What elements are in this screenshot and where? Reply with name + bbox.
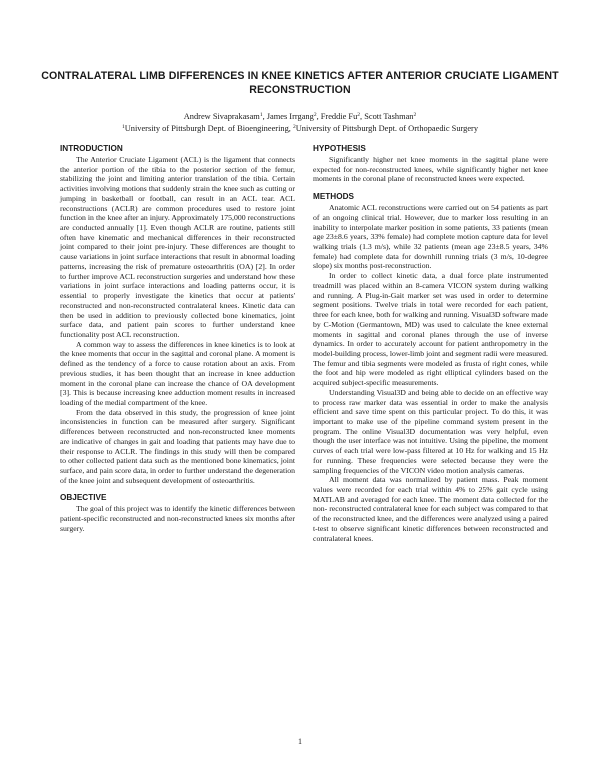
introduction-paragraph: A common way to assess the differences in knee kinetics is to look at the knee moments that occur in the sagittal and coronal plane. A moment is defined as the tendency of a force to cause rotation about an axis. From previous studies, it has been thought that an increase in knee adduction moment in the coronal plane can increase the chance of OA development [3]. This is because increasing knee adduction moment results in increased loading of the medial compartment of the knee. — [60, 339, 295, 407]
objective-heading: OBJECTIVE — [60, 493, 107, 503]
page-number: 1 — [298, 737, 302, 746]
hypothesis-heading: HYPOTHESIS — [313, 144, 366, 153]
author-name: Scott Tashman — [364, 112, 414, 121]
hypothesis-paragraph: Significantly higher net knee moments in the sagittal plane were expected for non-reconstructed knees, while significantly higher net knee moments in the coronal plane of reconstructed knees were expected. — [313, 155, 548, 184]
methods-paragraph: All moment data was normalized by patient mass. Peak moment values were recorded for each trial within 4% to 25% gait cycle using MATLAB and averaged for each knee. The moment data collected for the non- reconstructed contralateral knee for each subject was compared to that of the reconstructed knee, and the differences were analyzed using a paired t-test to observe significant kinetic differences between reconstructed and contralateral knees. — [313, 475, 548, 543]
author-affiliation-mark: 2 — [413, 112, 417, 118]
affiliation-mark: 1 — [121, 124, 125, 130]
methods-paragraph: Understanding Visual3D and being able to decide on an effective way to process raw marker data was essential in order to make the analysis efficient and save time spent on this particular project. To do this, it was important to make use of the pipeline command system present in the program. The online Visual3D documentation was very helpful, even though the user interface was not intuitive. Using the pipeline, the moment curves of each trial were low-pass filtered at 10 Hz for walking and 15 Hz for running. These frequencies were selected because they were the sampling frequencies of the VICON video motion analysis cameras. — [313, 387, 548, 475]
affiliation-text: University of Pittsburgh Dept. of Bioengineering, — [124, 124, 293, 133]
introduction-paragraph: The Anterior Cruciate Ligament (ACL) is the ligament that connects the anterior portion of the tibia to the posterior section of the femur, stabilizing the joint and limiting anterior translation of the tibia. Certain activities involving motions that suddenly strain the knee such as cutting or jumping in basketball or football, can result in an ACL tear. ACL reconstructions (ACLR) are common procedures used to restore joint function in the knee after an injury. Approximately 175,000 reconstructions are conducted annually [1]. Even though ACLR are routine, patients still often have kinematic and mechanical differences in their reconstructed joint compared to their joint pre-injury. These differences are thought to cause variations in joint surface interactions that result in abnormal loading patterns, increasing the risk of premature osteoarthritis (OA) [2]. In order to further improve ACL reconstruction surgeries and understand how these variations in joint surface interactions and loading patterns occur, it is essential to properly investigate the kinetics that occur at patients' reconstructed and non-reconstructed contralateral knees. Kinetic data can then be used in addition to previously collected bone kinematics, joint surface data, and patient pain scores to further understand knee functionality post ACL reconstruction. — [60, 155, 295, 339]
author-name: James Irrgang — [266, 112, 314, 121]
author-line — [40, 111, 560, 123]
methods-heading: METHODS — [313, 192, 354, 202]
author-separator: , — [316, 112, 321, 121]
introduction-heading: INTRODUCTION — [60, 144, 123, 153]
objective-paragraph: The goal of this project was to identify the kinetic differences between patient-specific reconstructed and non-reconstructed knees six months after surgery. — [60, 504, 295, 533]
author-affiliation-mark: 1 — [259, 112, 263, 118]
affiliation-text: University of Pittsburgh Dept. of Orthopaedic Surgery — [295, 124, 479, 133]
right-column — [313, 143, 548, 543]
introduction-paragraph: From the data observed in this study, the progression of knee joint inconsistencies in function can be measured after surgery. Significant differences between reconstructed and non-reconstructed knee moments are indicative of changes in gait and loading that patients may have due to their response to ACLR. The findings in this study will then be compared to other collected patient data such as the mentioned bone kinematics, joint surface, and pain score data, in order to further understand the degeneration of the knee joint and subsequent development of osteoarthritis. — [60, 407, 295, 485]
author-affiliation-mark: 2 — [357, 112, 361, 118]
affiliation-mark: 2 — [292, 124, 296, 130]
author-affiliation-mark: 2 — [313, 112, 317, 118]
author-separator: , — [262, 112, 267, 121]
methods-paragraph: Anatomic ACL reconstructions were carried out on 54 patients as part of an ongoing clinical trial. However, due to marker loss resulting in an inability to interpolate marker position in some patients, 33 patients (mean age 23±8.6 years, 33% female) had complete motion capture data for level walking trials (1.3 m/s), while 32 patients (mean age 23±8.5 years, 34% female) had complete data for downhill running trials (3 m/s, 10-degree slope) six months post-reconstruction. — [313, 203, 548, 271]
affiliation-line — [40, 123, 560, 135]
author-name: Freddie Fu — [320, 112, 358, 121]
methods-paragraph: In order to collect kinetic data, a dual force plate instrumented treadmill was placed within an 8-camera VICON system during walking and running. A Plug-in-Gait marker set was used in order to determine segment positions. Twelve trials in total were recorded for each patient, three for each knee, both for walking and running. Visual3D software made by C-Motion (Germantown, MD) was used to calculate the knee external moments in sagittal and coronal planes through the use of inverse dynamics. In order to accurately account for patient anthropometry in the model-building process, lower-limb joint and segment radii were measured. The femur and tibia segments were modeled as frusta of right cones, while the foot and hip were modeled as right elliptical cylinders based on the acquired subject-specific measurements. — [313, 271, 548, 388]
left-column — [60, 143, 295, 534]
author-name: Andrew Sivaprakasam — [183, 112, 260, 121]
paper-title: CONTRALATERAL LIMB DIFFERENCES IN KNEE KINETICS AFTER ANTERIOR CRUCIATE LIGAMENT RECONSTRUCTION — [41, 70, 559, 96]
author-separator: , — [360, 112, 365, 121]
